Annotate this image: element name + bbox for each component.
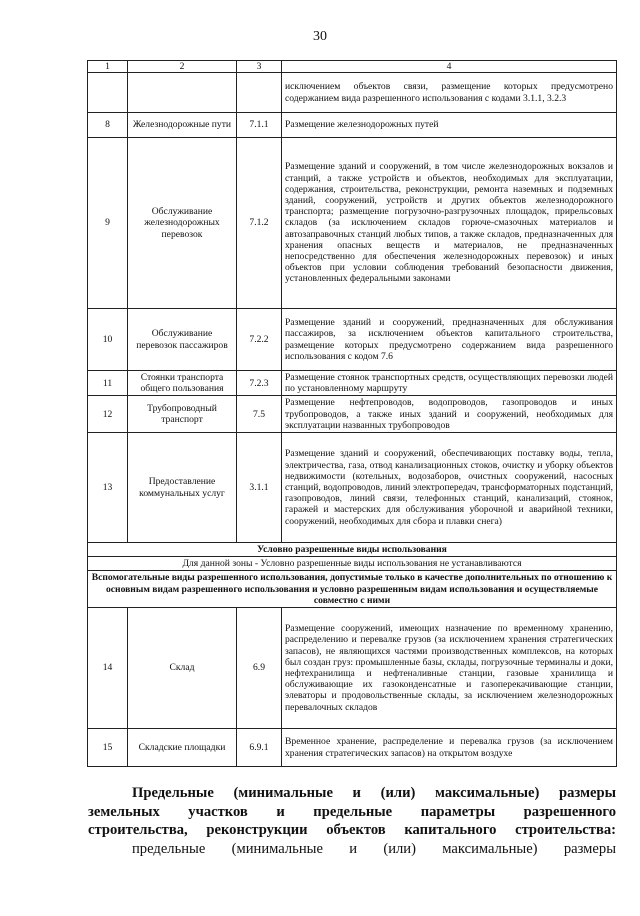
table-row <box>88 73 617 113</box>
row-code: 7.5 <box>237 396 282 433</box>
row-number: 14 <box>88 608 128 729</box>
row-code: 7.2.2 <box>237 309 282 371</box>
row-description: Размещение зданий и сооружений, обеспечивающих поставку воды, тепла, электричества, газа, отвод канализационных стоков, очистку и уборку объектов недвижимости (котельных, водозаборов, очистных сооружений, насосных станций, водопроводов, линий электропередач, трансформаторных подстанций, газопроводов, линий связи, телефонных станций, канализаций, стоянок, гаражей и мастерских для обслуживания уборочной и аварийной техники, сооружений, необходимых для сбора и плавки снега) <box>282 433 617 543</box>
row-number: 10 <box>88 309 128 371</box>
header-col-1: 1 <box>88 61 128 73</box>
table-row <box>88 608 617 729</box>
row-use-name: Складские площадки <box>128 729 237 767</box>
limits-heading-line-3: строительства, реконструкции объектов капитального строительства: <box>88 822 616 838</box>
section-row <box>88 571 617 608</box>
row-number: 11 <box>88 371 128 396</box>
row-use-name: Трубопроводный транспорт <box>128 396 237 433</box>
table-header-row <box>88 61 617 73</box>
section-row <box>88 543 617 557</box>
row-use-name <box>128 73 237 113</box>
table-row <box>88 433 617 543</box>
row-use-name: Обслуживание железнодорожных перевозок <box>128 138 237 309</box>
row-number: 9 <box>88 138 128 309</box>
land-use-table <box>87 60 617 767</box>
row-number <box>88 73 128 113</box>
row-code: 6.9.1 <box>237 729 282 767</box>
row-code: 7.2.3 <box>237 371 282 396</box>
row-code: 6.9 <box>237 608 282 729</box>
table-row <box>88 138 617 309</box>
row-number: 15 <box>88 729 128 767</box>
row-use-name: Склад <box>128 608 237 729</box>
limits-heading-line-1: Предельные (минимальные и (или) максимальные) размеры <box>132 785 616 801</box>
row-description: Размещение железнодорожных путей <box>282 113 617 138</box>
row-number: 13 <box>88 433 128 543</box>
table-row <box>88 729 617 767</box>
auxiliary-uses-heading: Вспомогательные виды разрешенного использования, допустимые только в качестве дополнительных по отношению к основным видам разрешенного использования и условно разрешенным видам использования и осуществляемые совместно с ними <box>88 571 617 608</box>
row-description: Размещение нефтепроводов, водопроводов, газопроводов и иных трубопроводов, а также иных зданий и сооружений, необходимых для эксплуатации названных трубопроводов <box>282 396 617 433</box>
row-use-name: Предоставление коммунальных услуг <box>128 433 237 543</box>
row-code <box>237 73 282 113</box>
row-description: Размещение зданий и сооружений, предназначенных для обслуживания пассажиров, за исключением объектов капитального строительства, размещение которых предусмотрено содержанием вида разрешенного использования с кодом 7.6 <box>282 309 617 371</box>
row-use-name: Железнодорожные пути <box>128 113 237 138</box>
row-description: Размещение стоянок транспортных средств, осуществляющих перевозки людей по установленному маршруту <box>282 371 617 396</box>
section-row <box>88 557 617 571</box>
header-col-4: 4 <box>282 61 617 73</box>
table-row <box>88 371 617 396</box>
row-use-name: Стоянки транспорта общего пользования <box>128 371 237 396</box>
row-code: 7.1.2 <box>237 138 282 309</box>
row-use-name: Обслуживание перевозок пассажиров <box>128 309 237 371</box>
limits-section <box>88 784 616 858</box>
table-row <box>88 309 617 371</box>
table-row <box>88 113 617 138</box>
table-row <box>88 396 617 433</box>
row-description: Временное хранение, распределение и перевалка грузов (за исключением хранения стратегических запасов) на открытом воздухе <box>282 729 617 767</box>
row-number: 12 <box>88 396 128 433</box>
row-code: 7.1.1 <box>237 113 282 138</box>
conditional-uses-heading: Условно разрешенные виды использования <box>88 543 617 557</box>
conditional-uses-note: Для данной зоны - Условно разрешенные виды использования не устанавливаются <box>88 557 617 571</box>
row-description: Размещение сооружений, имеющих назначение по временному хранению, распределению и перевалке грузов (за исключением хранения стратегических запасов), не являющихся частями производственных комплексов, на которых был создан груз: промышленные базы, склады, погрузочные терминалы и доки, нефтехранилища и нефтеналивные станции, газовые хранилища и обслуживающие их газоконденсатные и газоперекачивающие станции, элеваторы и продовольственные склады, за исключением железнодорожных перевалочных складов <box>282 608 617 729</box>
row-description: Размещение зданий и сооружений, в том числе железнодорожных вокзалов и станций, а также устройств и объектов, необходимых для эксплуатации, содержания, строительства, реконструкции, ремонта наземных и подземных зданий, сооружений, устройств и других объектов железнодорожного транспорта; размещение погрузочно-разгрузочных площадок, прирельсовых складов (за исключением складов горюче-смазочных материалов и автозаправочных станций любых типов, а также складов, предназначенных для хранения опасных веществ и материалов, не предназначенных непосредственно для обеспечения железнодорожных перевозок) и иных объектов при условии соблюдения требований безопасности движения, установленных федеральными законами <box>282 138 617 309</box>
header-col-2: 2 <box>128 61 237 73</box>
limits-heading-line-2: земельных участков и предельные параметры разрешенного <box>88 803 616 820</box>
row-code: 3.1.1 <box>237 433 282 543</box>
row-description: исключением объектов связи, размещение которых предусмотрено содержанием вида разрешенного использования с кодами 3.1.1, 3.2.3 <box>282 73 617 113</box>
row-number: 8 <box>88 113 128 138</box>
limits-body-line: предельные (минимальные и (или) максимальные) размеры <box>132 840 616 857</box>
header-col-3: 3 <box>237 61 282 73</box>
page-number: 30 <box>313 29 327 44</box>
